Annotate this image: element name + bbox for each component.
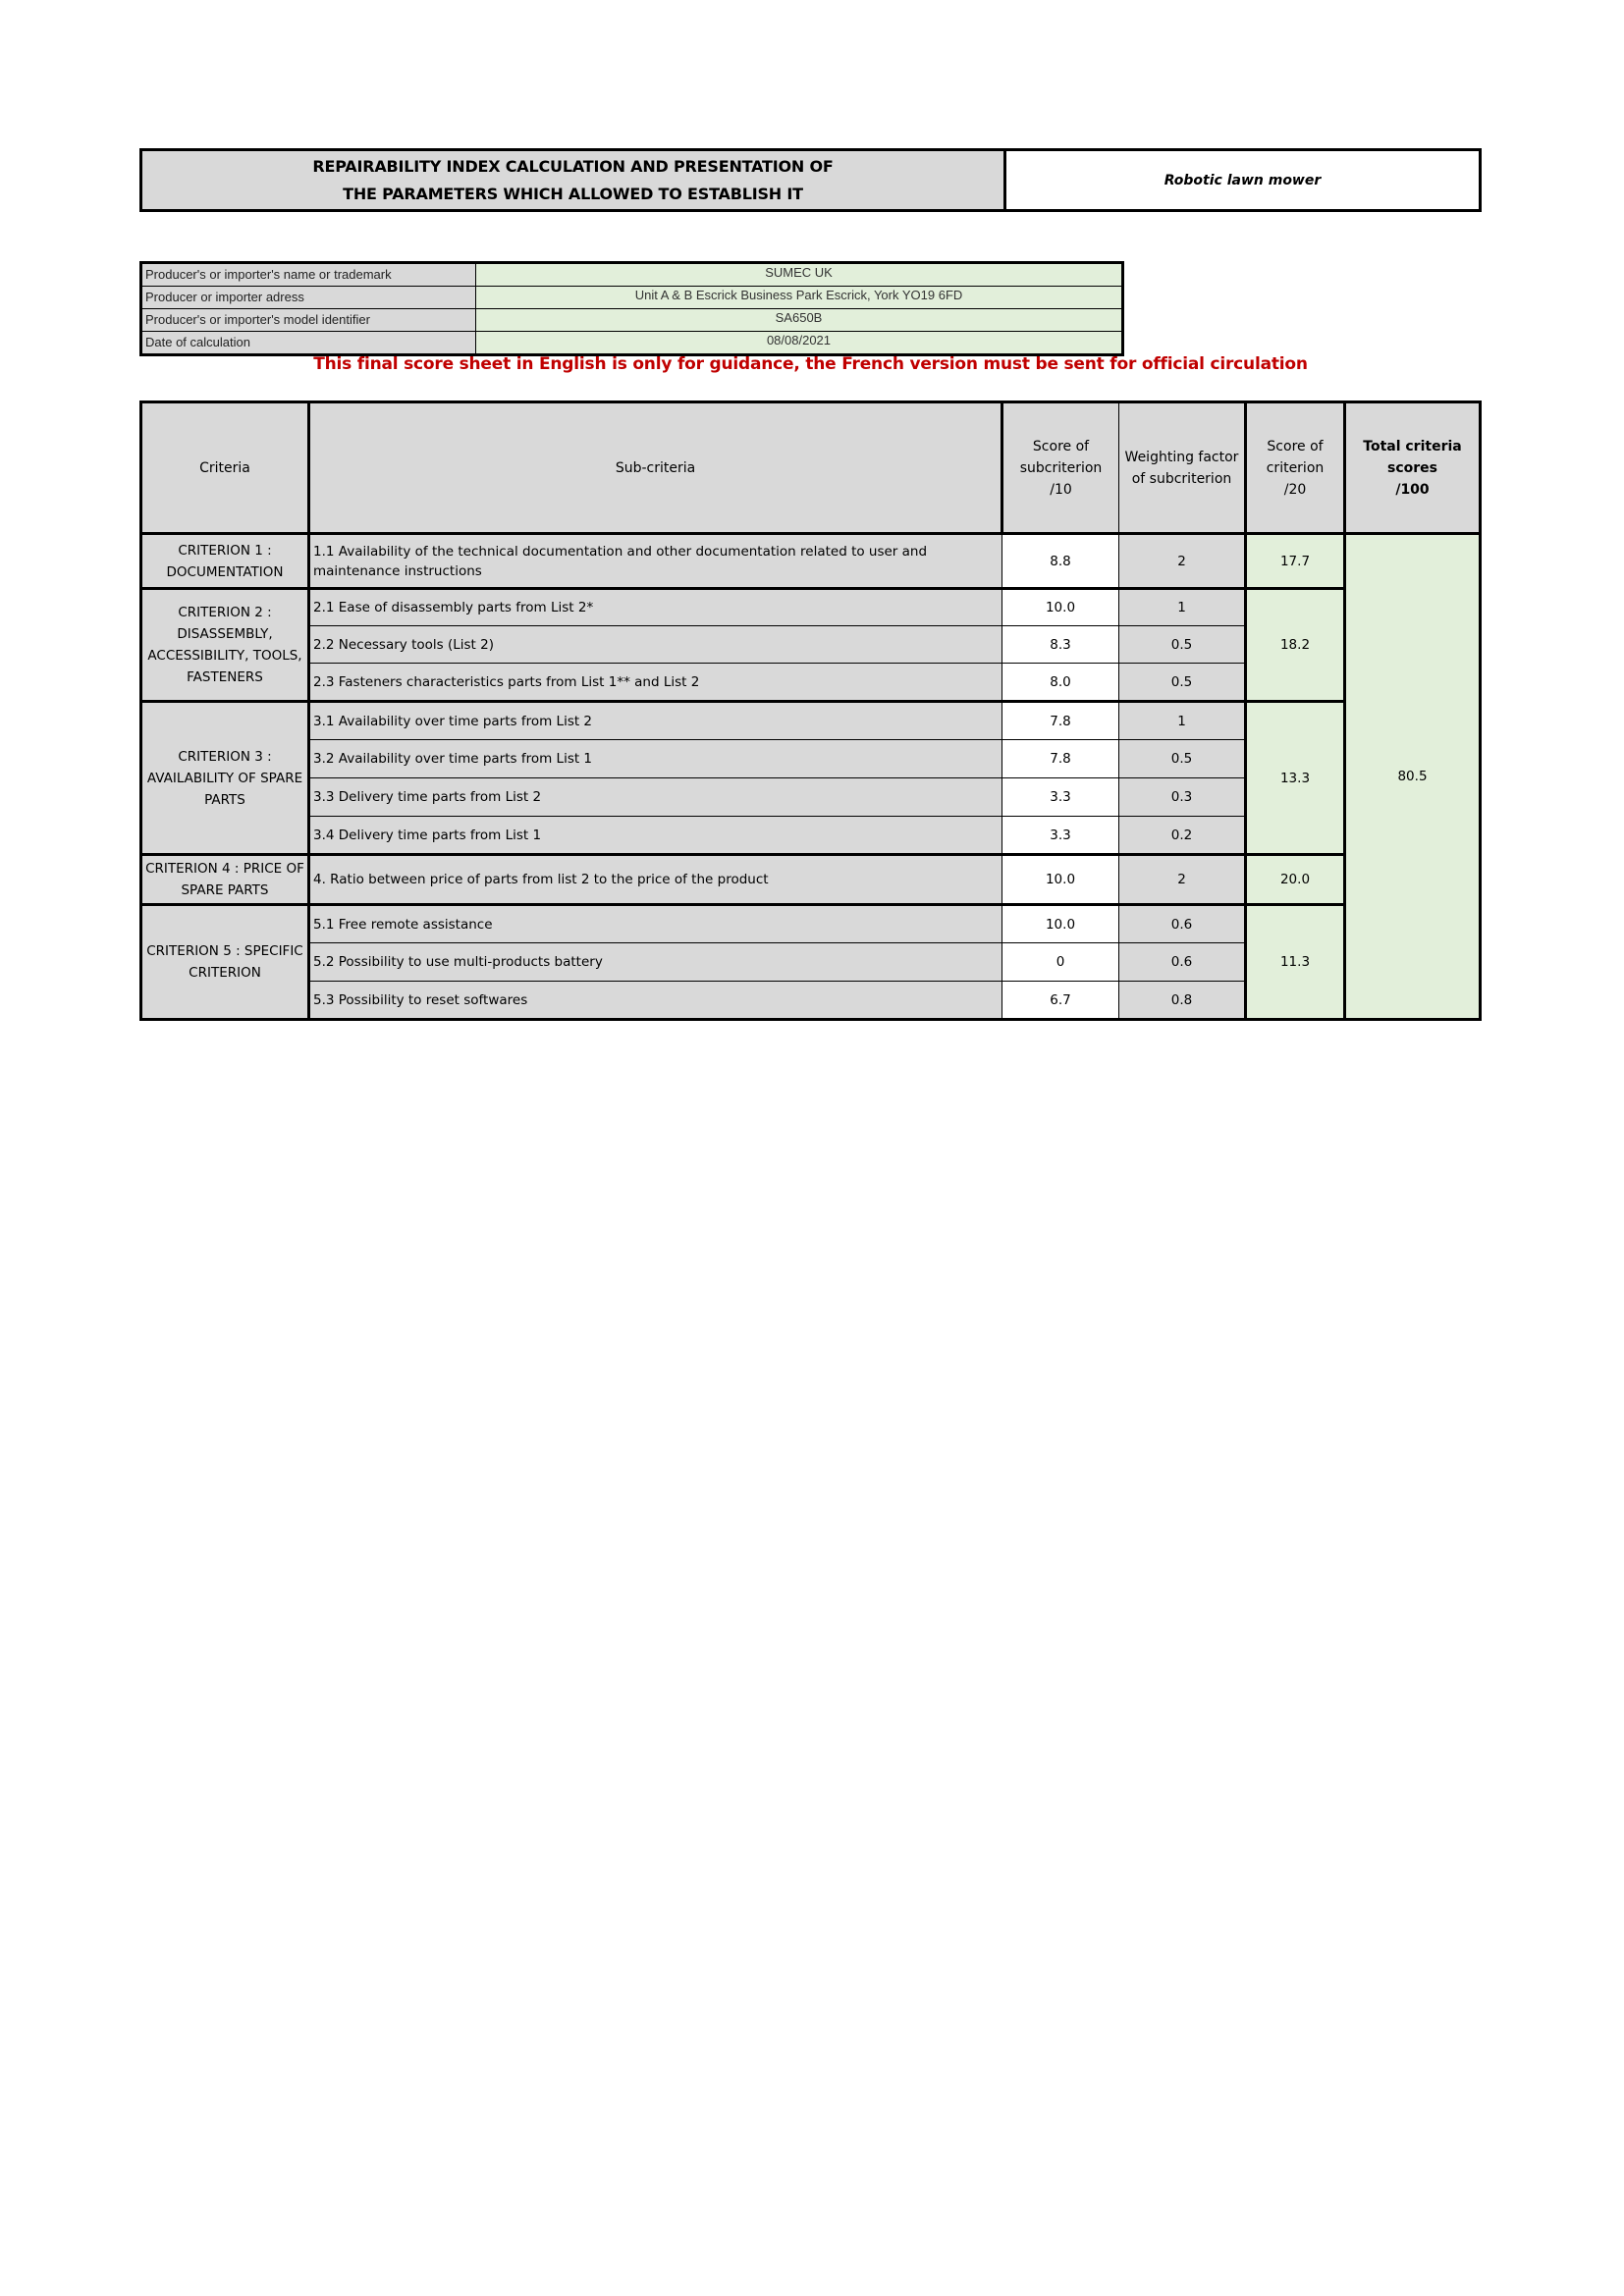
subcriterion-label: 5.2 Possibility to use multi-products battery	[309, 943, 1002, 982]
subcriterion-label: 5.3 Possibility to reset softwares	[309, 982, 1002, 1020]
info-row-date	[142, 332, 1121, 353]
total-score: 80.5	[1345, 534, 1481, 1020]
producer-info-table	[139, 261, 1124, 356]
subcriterion-weight: 0.5	[1119, 740, 1246, 778]
table-row	[141, 702, 1481, 740]
subcriterion-weight: 1	[1119, 589, 1246, 626]
criterion-2-name	[141, 589, 309, 702]
score-table	[139, 400, 1482, 1021]
header-box	[139, 148, 1482, 212]
criterion-line: DOCUMENTATION	[166, 563, 284, 580]
subcriterion-line: maintenance instructions	[313, 562, 482, 579]
criterion-5-name	[141, 905, 309, 1020]
criterion-1-name	[141, 534, 309, 589]
header-line: /10	[1050, 481, 1072, 498]
info-row-name	[142, 264, 1121, 287]
guidance-warning: This final score sheet in English is only for guidance, the French version must be sent for official circulation	[313, 354, 1308, 374]
criterion-line: CRITERION 3 :	[178, 748, 272, 765]
subcriterion-weight: 0.3	[1119, 778, 1246, 817]
header-line: /20	[1283, 481, 1307, 498]
header-line: Score of	[1032, 438, 1090, 454]
header-line: subcriterion	[1019, 459, 1103, 476]
title-line-1: REPAIRABILITY INDEX CALCULATION AND PRESENTATION OF	[312, 156, 834, 176]
header-line: scores	[1387, 459, 1437, 476]
table-row	[141, 905, 1481, 943]
subcriterion-label: 3.2 Availability over time parts from List 1	[309, 740, 1002, 778]
subcriterion-label: 3.1 Availability over time parts from List 2	[309, 702, 1002, 740]
subcriterion-score: 7.8	[1002, 740, 1119, 778]
criterion-line: DISASSEMBLY,	[177, 626, 273, 642]
table-row	[141, 855, 1481, 905]
subcriterion-score: 6.7	[1002, 982, 1119, 1020]
subcriterion-label: 3.4 Delivery time parts from List 1	[309, 817, 1002, 855]
criterion-line: CRITERION	[189, 965, 261, 981]
criterion-3-name	[141, 702, 309, 855]
subcriterion-label: 2.1 Ease of disassembly parts from List 2*	[309, 589, 1002, 626]
criterion-score: 13.3	[1246, 702, 1345, 855]
criterion-line: SPARE PARTS	[181, 882, 269, 898]
subcriterion-weight: 0.5	[1119, 626, 1246, 664]
info-value: Unit A & B Escrick Business Park Escrick, York YO19 6FD	[476, 287, 1121, 308]
criterion-line: ACCESSIBILITY, TOOLS,	[147, 648, 302, 664]
criterion-score: 17.7	[1246, 534, 1345, 589]
header-total	[1345, 402, 1481, 534]
criterion-line: PARTS	[204, 791, 245, 808]
title-line-2: THE PARAMETERS WHICH ALLOWED TO ESTABLISH IT	[343, 184, 803, 203]
info-row-model	[142, 309, 1121, 332]
criterion-line: CRITERION 4 : PRICE OF	[145, 861, 304, 877]
header-line: of subcriterion	[1131, 470, 1232, 487]
subcriterion-weight: 2	[1119, 534, 1246, 589]
header-score-criterion	[1246, 402, 1345, 534]
criterion-score: 20.0	[1246, 855, 1345, 905]
table-row	[141, 589, 1481, 626]
subcriterion-label: 3.3 Delivery time parts from List 2	[309, 778, 1002, 817]
header-subcriteria: Sub-criteria	[309, 402, 1002, 534]
header-line: Total criteria	[1363, 438, 1462, 454]
subcriterion-weight: 0.5	[1119, 664, 1246, 702]
table-row	[141, 534, 1481, 589]
info-label: Producer or importer adress	[142, 287, 476, 308]
subcriterion-weight: 0.6	[1119, 905, 1246, 943]
subcriterion-weight: 0.6	[1119, 943, 1246, 982]
subcriterion-score: 0	[1002, 943, 1119, 982]
subcriterion-label: 5.1 Free remote assistance	[309, 905, 1002, 943]
header-line: Score of	[1267, 438, 1324, 454]
criterion-line: AVAILABILITY OF SPARE	[146, 770, 303, 786]
table-header-row	[141, 402, 1481, 534]
subcriterion-score: 8.0	[1002, 664, 1119, 702]
page-title	[142, 151, 1006, 209]
info-label: Producer's or importer's name or trademark	[142, 264, 476, 286]
info-label: Date of calculation	[142, 332, 476, 353]
criterion-line: CRITERION 1 :	[178, 542, 272, 559]
criterion-line: CRITERION 5 : SPECIFIC	[146, 943, 303, 959]
subcriterion-score: 8.3	[1002, 626, 1119, 664]
criterion-line: FASTENERS	[187, 669, 263, 685]
info-value: SA650B	[476, 309, 1121, 331]
info-value: 08/08/2021	[476, 332, 1121, 353]
criterion-4-name	[141, 855, 309, 905]
product-name: Robotic lawn mower	[1164, 172, 1322, 188]
info-row-address	[142, 287, 1121, 309]
subcriterion-score: 7.8	[1002, 702, 1119, 740]
subcriterion-score: 10.0	[1002, 589, 1119, 626]
subcriterion-weight: 2	[1119, 855, 1246, 905]
subcriterion-weight: 0.2	[1119, 817, 1246, 855]
subcriterion-label: 2.3 Fasteners characteristics parts from List 1** and List 2	[309, 664, 1002, 702]
info-value: SUMEC UK	[476, 264, 1121, 286]
criterion-score: 11.3	[1246, 905, 1345, 1020]
header-line: Weighting factor	[1124, 449, 1239, 465]
subcriterion-weight: 0.8	[1119, 982, 1246, 1020]
subcriterion-score: 10.0	[1002, 855, 1119, 905]
subcriterion-score: 10.0	[1002, 905, 1119, 943]
subcriterion-label	[309, 534, 1002, 589]
header-weight	[1119, 402, 1246, 534]
subcriterion-line: 1.1 Availability of the technical documentation and other documentation related to user and	[313, 543, 928, 560]
subcriterion-weight: 1	[1119, 702, 1246, 740]
header-line: /100	[1395, 481, 1430, 498]
header-criteria: Criteria	[141, 402, 309, 534]
info-label: Producer's or importer's model identifier	[142, 309, 476, 331]
header-line: criterion	[1266, 459, 1325, 476]
subcriterion-score: 3.3	[1002, 817, 1119, 855]
subcriterion-label: 2.2 Necessary tools (List 2)	[309, 626, 1002, 664]
criterion-score: 18.2	[1246, 589, 1345, 702]
criterion-line: CRITERION 2 :	[178, 605, 272, 620]
subcriterion-label: 4. Ratio between price of parts from list 2 to the price of the product	[309, 855, 1002, 905]
subcriterion-score: 3.3	[1002, 778, 1119, 817]
subcriterion-score: 8.8	[1002, 534, 1119, 589]
header-score-sub	[1002, 402, 1119, 534]
